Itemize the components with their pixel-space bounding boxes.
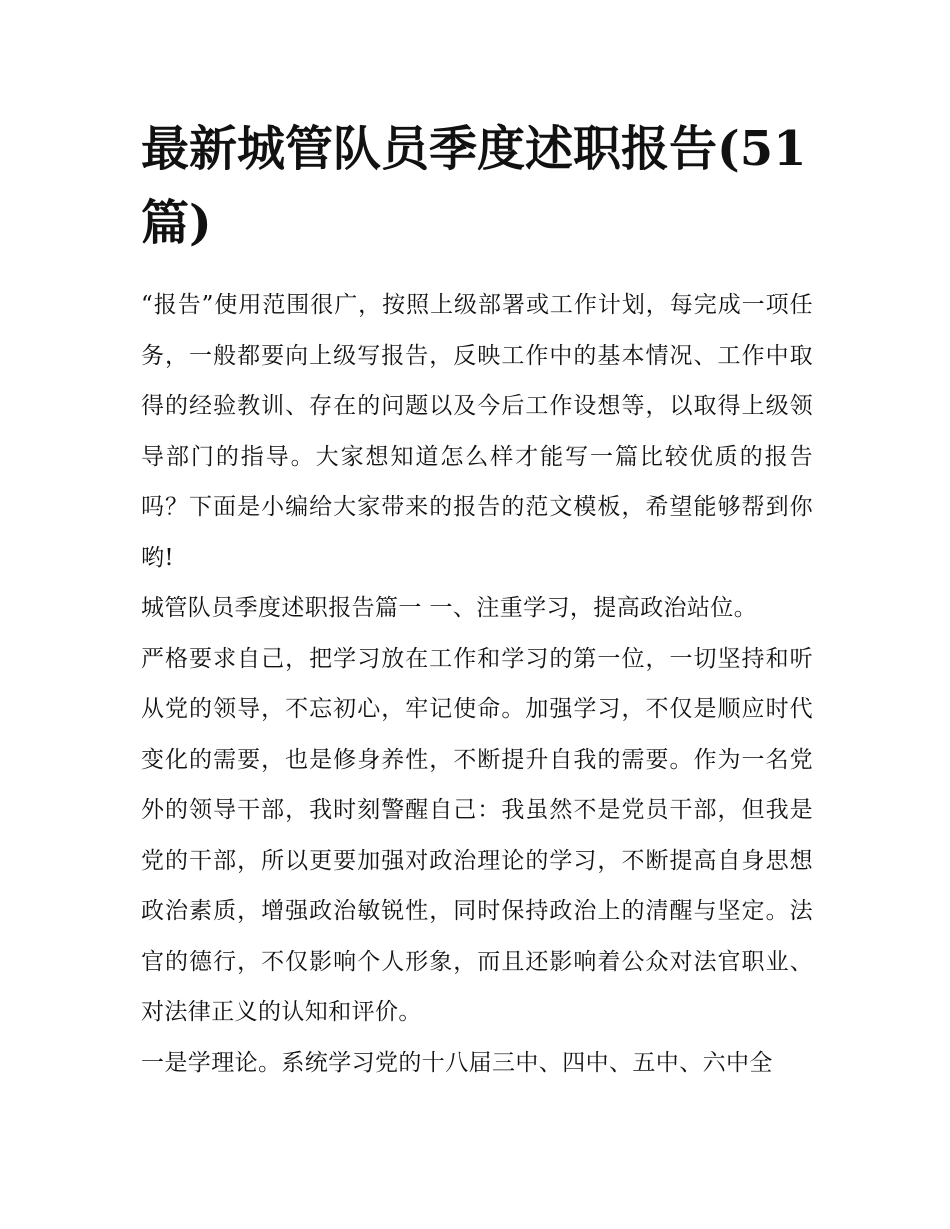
intro-paragraph: “报告”使用范围很广，按照上级部署或工作计划，每完成一项任务，一般都要向上级写报告，反映工作中的基本情况、工作中取得的经验教训、存在的问题以及今后工作设想等，以取得上级领导部门的指导。大家想知道怎么样才能写一篇比较优质的报告吗？下面是小编给大家带来的报告的范文模板，希望能够帮到你哟!	[141, 292, 813, 571]
document-title: 最新城管队员季度述职报告(51篇)	[141, 121, 807, 251]
document-body	[141, 112, 813, 1088]
section-heading-paragraph: 城管队员季度述职报告篇一 一、注重学习，提高政治站位。	[141, 595, 758, 621]
body-paragraph: 严格要求自己，把学习放在工作和学习的第一位，一切坚持和听从党的领导，不忘初心，牢记使命。加强学习，不仅是顺应时代变化的需要，也是修身养性，不断提升自我的需要。作为一名党外的领导干部，我时刻警醒自己：我虽然不是党员干部，但我是党的干部，所以更要加强对政治理论的学习，不断提高自身思想政治素质，增强政治敏锐性，同时保持政治上的清醒与坚定。法官的德行，不仅影响个人形象，而且还影响着公众对法官职业、对法律正义的认知和评价。	[141, 645, 813, 1025]
body-paragraph-continued: 一是学理论。系统学习党的十八届三中、四中、五中、六中全	[141, 1049, 773, 1076]
